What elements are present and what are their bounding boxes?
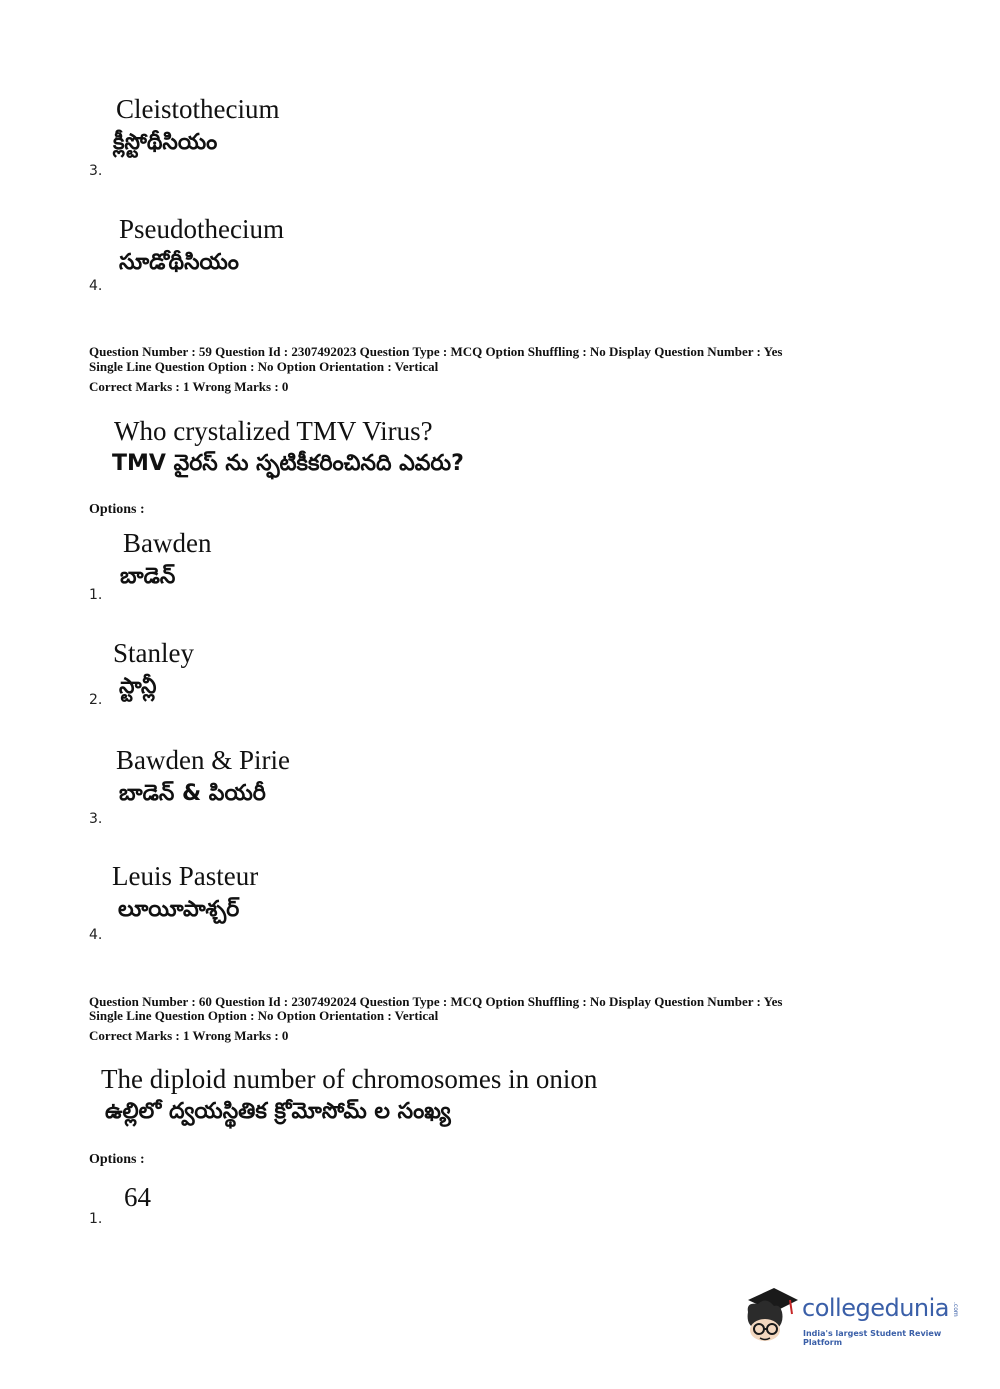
option-3-english: Cleistothecium [116,94,280,124]
q59-option-1-english: Bawden [123,528,212,558]
brand-suffix: .com [952,1302,959,1317]
option-3-number: 3. [89,163,103,179]
q59-option-2-english: Stanley [113,638,194,668]
q59-option-1-number: 1. [89,587,103,603]
question-60-meta-line2: Single Line Question Option : No Option Orientation : Vertical [89,1008,439,1023]
q59-option-3-english: Bawden & Pirie [116,745,290,775]
q59-option-2-telugu: స్టాన్లీ [119,674,157,699]
question-59-text-english: Who crystalized TMV Virus? [114,416,433,446]
question-60-meta-line3: Correct Marks : 1 Wrong Marks : 0 [89,1028,289,1043]
brand-tagline: India's largest Student Review Platform [803,1329,942,1347]
question-60-text-english: The diploid number of chromosomes in onion [101,1064,598,1094]
q60-option-1-number: 1. [89,1211,103,1227]
option-3-telugu: క్లీస్టోథీసియం [113,130,218,155]
question-59-meta-line3: Correct Marks : 1 Wrong Marks : 0 [89,379,289,394]
question-60-text-telugu: ఉల్లిలో ద్వయస్థితిక క్రోమోసోమ్ ల సంఖ్య [105,1099,451,1124]
q59-option-4-telugu: లూయీపాశ్చర్ [118,897,240,922]
question-59-meta-line1: Question Number : 59 Question Id : 2307492023 Question Type : MCQ Option Shuffling : No Display Question Number : Yes [89,344,783,359]
q59-option-1-telugu: బాడెన్ [120,564,176,589]
q60-option-1-english: 64 [124,1182,151,1212]
q59-option-3-telugu: బాడెన్ & పియరీ [119,781,266,806]
q59-option-4-english: Leuis Pasteur [112,861,259,891]
question-59-options-label: Options : [89,502,145,517]
question-60-meta-line1: Question Number : 60 Question Id : 2307492024 Question Type : MCQ Option Shuffling : No Display Question Number : Yes [89,994,783,1009]
option-4-number: 4. [89,278,103,294]
q59-option-4-number: 4. [89,927,103,943]
question-59-text-telugu: TMV వైరస్ ను స్ఫటికీకరించినది ఎవరు? [112,451,464,476]
question-60-options-label: Options : [89,1152,145,1167]
student-mascot-icon [740,1282,800,1352]
question-59-meta-line2: Single Line Question Option : No Option Orientation : Vertical [89,359,439,374]
option-4-telugu: సూడోథీసియం [119,250,239,275]
q59-option-3-number: 3. [89,811,103,827]
brand-name: collegedunia [802,1294,950,1322]
option-4-english: Pseudothecium [119,214,284,244]
collegedunia-logo [740,1282,980,1352]
q59-option-2-number: 2. [89,692,103,708]
